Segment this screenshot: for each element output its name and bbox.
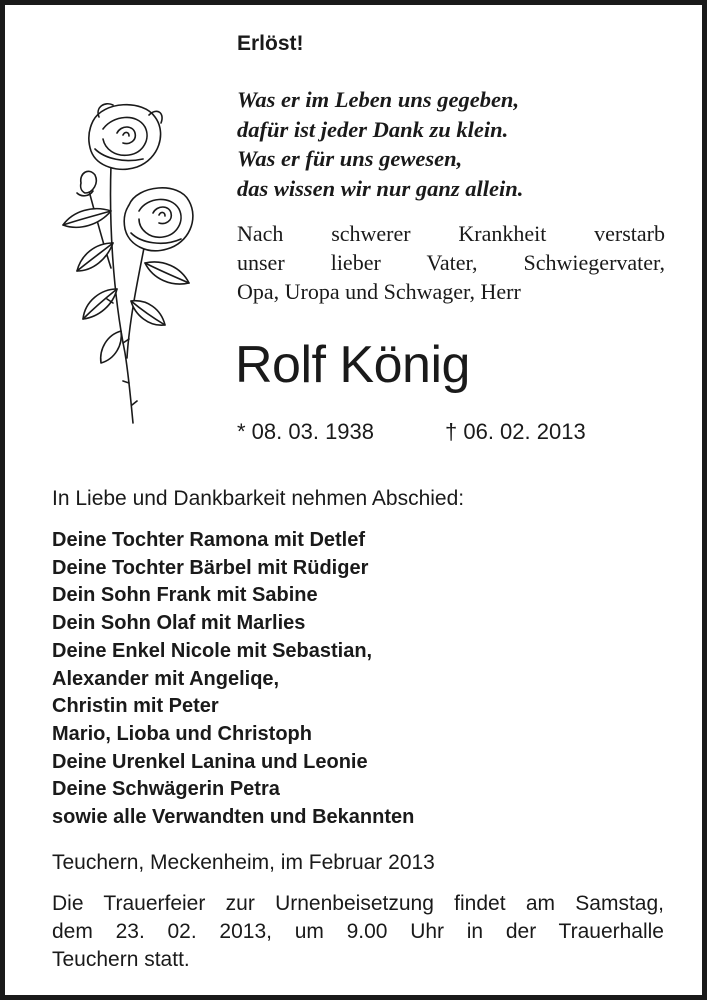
death-date: † 06. 02. 2013 <box>445 419 586 444</box>
mourner-line: Dein Sohn Frank mit Sabine <box>52 584 318 607</box>
ceremony-notice <box>52 890 664 974</box>
ceremony-line: dem 23. 02. 2013, um 9.00 Uhr in der Trauerhalle <box>52 920 664 943</box>
mourner-line: Deine Schwägerin Petra <box>52 778 280 801</box>
poem <box>237 85 657 203</box>
mourner-line: Christin mit Peter <box>52 695 219 718</box>
place-date: Teuchern, Meckenheim, im Februar 2013 <box>52 851 435 874</box>
poem-line: Was er für uns gewesen, <box>237 146 463 171</box>
mourner-line: sowie alle Verwandten und Bekannten <box>52 806 415 829</box>
ceremony-line: Teuchern statt. <box>52 948 190 971</box>
poem-line: das wissen wir nur ganz allein. <box>237 175 524 201</box>
mourner-line: Alexander mit Angeliqe, <box>52 667 280 690</box>
mourner-line: Dein Sohn Olaf mit Marlies <box>52 612 306 635</box>
deceased-name: Rolf König <box>235 336 470 394</box>
death-announcement <box>237 219 665 306</box>
announcement-line: Nach schwerer Krankheit verstarb <box>237 221 665 246</box>
mourner-line: Deine Urenkel Lanina und Leonie <box>52 750 368 773</box>
birth-date: * 08. 03. 1938 <box>237 419 375 444</box>
poem-line: dafür ist jeder Dank zu klein. <box>237 116 509 142</box>
heading: Erlöst! <box>237 32 304 55</box>
rose-icon <box>33 93 213 433</box>
ceremony-line: Die Trauerfeier zur Urnenbeisetzung findet am Samstag, <box>52 892 664 915</box>
poem-line: Was er im Leben uns gegeben, <box>237 87 520 112</box>
mourner-line: Deine Tochter Ramona mit Detlef <box>52 529 366 551</box>
announcement-line: unser lieber Vater, Schwiegervater, <box>237 250 665 275</box>
mourners-list <box>52 527 414 832</box>
announcement-line: Opa, Uropa und Schwager, Herr <box>237 279 521 304</box>
mourner-line: Mario, Lioba und Christoph <box>52 722 312 745</box>
farewell-intro: In Liebe und Dankbarkeit nehmen Abschied: <box>52 487 465 510</box>
mourner-line: Deine Enkel Nicole mit Sebastian, <box>52 639 373 662</box>
mourner-line: Deine Tochter Bärbel mit Rüdiger <box>52 556 369 579</box>
